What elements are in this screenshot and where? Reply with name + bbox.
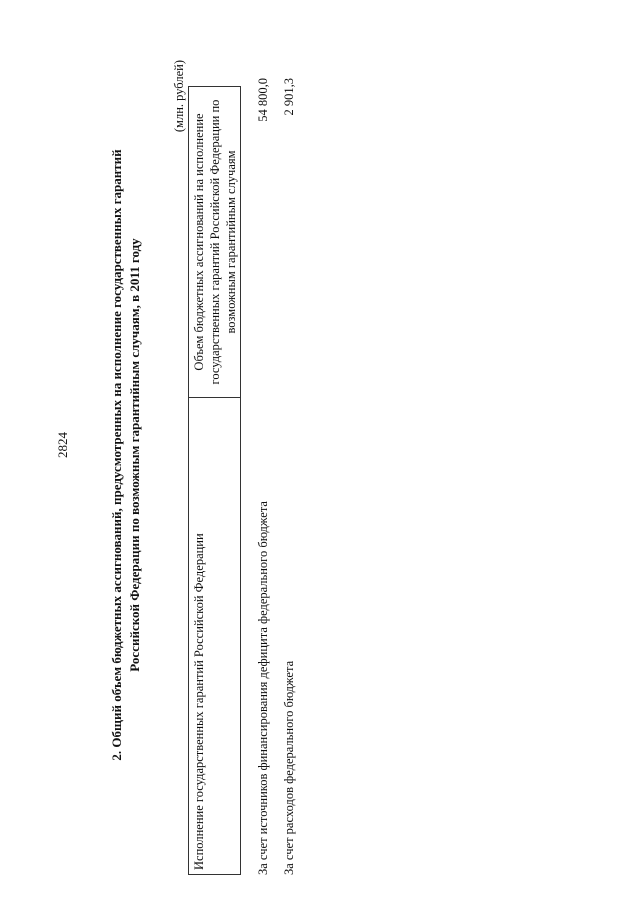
table-header-allocation-volume: Объем бюджетных ассигнований на исполнение государственных гарантий Российской Федерации по возможным гарантийным случаям: [192, 99, 238, 385]
section-title: [108, 95, 144, 815]
row-label: За счет расходов федерального бюджета: [282, 660, 296, 875]
section-title-line-1: 2. Общий объем бюджетных ассигнований, предусмотренных на исполнение государственных гарантий: [109, 149, 124, 761]
page-number: 2824: [55, 432, 70, 458]
table-header-guarantee-execution: Исполнение государственных гарантий Российской Федерации: [189, 397, 240, 874]
section-title-line-2: Российской Федерации по возможным гарантийным случаям, в 2011 году: [127, 238, 142, 672]
table-row: [255, 78, 271, 875]
table-row: [281, 78, 297, 875]
table-header: [188, 86, 241, 875]
row-value: 54 800,0: [256, 78, 270, 122]
row-label: За счет источников финансирования дефицита федерального бюджета: [256, 501, 270, 875]
row-value: 2 901,3: [282, 78, 296, 116]
units-label: (млн. рублей): [172, 60, 186, 133]
